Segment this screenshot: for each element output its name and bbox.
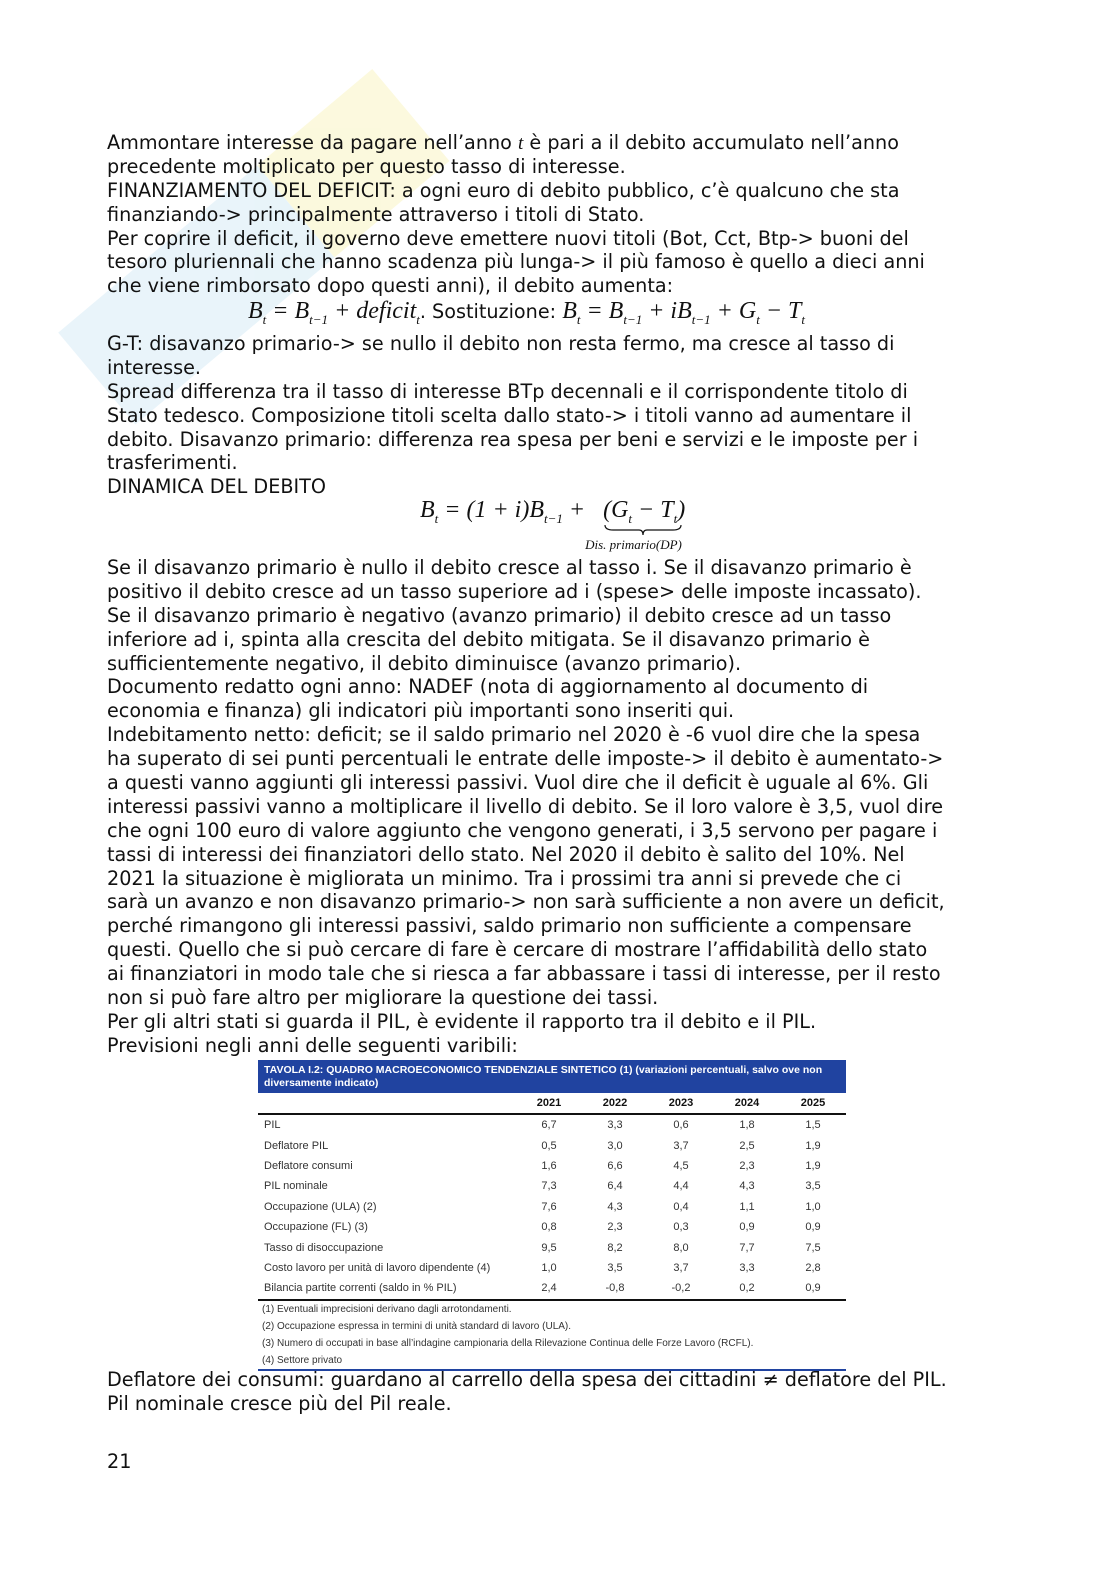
text-line: Indebitamento netto: deficit; se il saldo primario nel 2020 è -6 vuol dire che la spesa <box>107 723 921 747</box>
cell-value: 1,0 <box>805 1200 821 1213</box>
text-line: 2021 la situazione è migliorata un minimo. Tra i prossimi tra anni si prevede che ci <box>107 866 902 890</box>
text-line: Previsioni negli anni delle seguenti varibili: <box>107 1033 518 1057</box>
text-line: trasferimenti. <box>107 451 238 475</box>
cell-value: 3,3 <box>739 1261 755 1274</box>
footnote: (2) Occupazione espressa in termini di unità standard di lavoro (ULA). <box>262 1320 572 1332</box>
text-line <box>107 155 1027 179</box>
debt-formula: $B_t = B_{t-1}$ + deficit$_t$. Sostituzione: $B_t = B_{t-1} + iB_{t-1} + G_t - T_t$ <box>248 298 805 327</box>
cell-value: 2,8 <box>805 1261 821 1274</box>
text-line: interessi passivi vanno a moltiplicare il livello di debito. Se il loro valore è 3,5, vuol dire <box>107 794 943 818</box>
table-row <box>258 1197 846 1217</box>
text-line <box>107 227 1027 251</box>
text-span: Per coprire il deficit, il governo deve emettere nuovi titoli (Bot, Cct, Btp-> buoni del <box>107 226 909 250</box>
cell-value: 2,5 <box>739 1139 755 1152</box>
text-line: perché rimangono gli interessi passivi, saldo primario non sufficiente a compensare <box>107 914 912 938</box>
cell-value: 1,6 <box>541 1159 557 1172</box>
text-span: t <box>517 133 524 154</box>
cell-value: 0,8 <box>541 1221 557 1234</box>
text-line: interesse. <box>107 355 201 379</box>
footnote: (4) Settore privato <box>262 1354 343 1366</box>
text-line <box>107 131 1027 155</box>
text-line: Documento redatto ogni anno: NADEF (nota di aggiornamento al documento di <box>107 675 869 699</box>
text-line: Se il disavanzo primario è nullo il debito cresce al tasso i. Se il disavanzo primario è <box>107 556 912 579</box>
cell-value: 3,3 <box>607 1119 623 1132</box>
table-row <box>258 1156 846 1176</box>
cell-value: 7,6 <box>541 1200 557 1213</box>
text-span: finanziando-> principalmente attraverso i titoli di Stato. <box>107 202 645 226</box>
row-label: Deflatore PIL <box>264 1139 329 1152</box>
row-label: Bilancia partite correnti (saldo in % PIL) <box>258 1278 516 1299</box>
cell-value: 3,7 <box>673 1139 689 1152</box>
text-line: ai finanziatori in modo tale che si riesca a far abbassare i tassi di interesse, per il resto <box>107 962 941 986</box>
text-line: Per gli altri stati si guarda il PIL, è evidente il rapporto tra il debito e il PIL. <box>107 1009 817 1033</box>
cell-value: 3,0 <box>607 1139 623 1152</box>
text-span: tesoro pluriennali che hanno scadenza più lunga-> il più famoso è quello a dieci anni <box>107 250 925 274</box>
cell-value: 4,3 <box>607 1200 623 1213</box>
paragraph-block <box>107 556 1027 1058</box>
text-line: economia e finanza) gli indicatori più importanti sono inseriti qui. <box>107 699 735 723</box>
cell-value: 0,9 <box>805 1221 821 1234</box>
text-line: Se il disavanzo primario è negativo (avanzo primario) il debito cresce ad un tasso <box>107 603 892 627</box>
text-line: Deflatore dei consumi: guardano al carrello della spesa dei cittadini ≠ deflatore del PIL. <box>107 1368 947 1391</box>
cell-value: 6,4 <box>607 1180 623 1193</box>
cell-value: 4,5 <box>673 1159 689 1172</box>
text-line <box>107 250 1027 274</box>
table-row <box>258 1258 846 1278</box>
text-line: tassi di interessi dei finanziatori dello stato. Nel 2020 il debito è salito del 10%. Nel <box>107 842 905 866</box>
text-line: non si può fare altro per migliorare la questione dei tassi. <box>107 986 659 1010</box>
table-title: TAVOLA I.2: QUADRO MACROECONOMICO TENDENZIALE SINTETICO (1) (variazioni percentuali, salvo ove non diversamente indicato) <box>258 1060 846 1093</box>
row-label: Occupazione (FL) (3) <box>264 1221 368 1234</box>
year-header: 2025 <box>780 1093 846 1114</box>
paragraph-block <box>107 332 1027 499</box>
cell-value: 3,7 <box>673 1261 689 1274</box>
text-line: positivo il debito cresce ad un tasso superiore ad i (spese> delle imposte incassato). <box>107 579 922 603</box>
text-line: sarà un avanzo e non disavanzo primario-> non sarà sufficiente a non avere un deficit, <box>107 890 945 914</box>
cell-value: 1,5 <box>805 1119 821 1132</box>
cell-value: 0,3 <box>673 1221 689 1234</box>
cell-value: 6,6 <box>607 1159 623 1172</box>
macro-table <box>258 1060 846 1371</box>
row-label: Costo lavoro per unità di lavoro dipendente (4) <box>264 1261 491 1274</box>
text-line: DINAMICA DEL DEBITO <box>107 475 326 499</box>
cell-value: 0,4 <box>673 1200 689 1213</box>
cell-value: 0,6 <box>673 1119 689 1132</box>
cell-value: 3,5 <box>805 1180 821 1193</box>
text-line: a questi vanno aggiunti gli interessi passivi. Vuol dire che il deficit è uguale al 6%. Gli <box>107 771 929 795</box>
text-line: G-T: disavanzo primario-> se nullo il debito non resta fermo, ma cresce al tasso di <box>107 332 895 355</box>
footnote: (1) Eventuali imprecisioni derivano dagli arrotondamenti. <box>262 1303 512 1315</box>
row-label: Tasso di disoccupazione <box>264 1241 384 1254</box>
cell-value: 1,9 <box>805 1159 821 1172</box>
text-line: Spread differenza tra il tasso di interesse BTp decennali e il corrispondente titolo di <box>107 379 908 403</box>
table-row <box>258 1217 846 1237</box>
text-line <box>107 274 1027 298</box>
year-header: 2023 <box>648 1093 714 1114</box>
cell-value: 0,9 <box>780 1278 846 1299</box>
row-label: PIL <box>264 1119 281 1132</box>
footnote: (3) Numero di occupati in base all’indagine campionaria della Rilevazione Continua delle Forze Lavoro (RCFL). <box>262 1337 754 1349</box>
row-label: Occupazione (ULA) (2) <box>264 1200 377 1213</box>
cell-value: 9,5 <box>541 1241 557 1254</box>
cell-value: 0,9 <box>739 1221 755 1234</box>
text-span: precedente moltiplicato per questo tasso di interesse. <box>107 154 626 178</box>
cell-value: 1,8 <box>739 1119 755 1132</box>
cell-value: 8,0 <box>673 1241 689 1254</box>
year-header: 2021 <box>516 1093 582 1114</box>
text-line: Pil nominale cresce più del Pil reale. <box>107 1391 452 1415</box>
table-row <box>258 1176 846 1196</box>
text-line: che ogni 100 euro di valore aggiunto che vengono generati, i 3,5 servono per pagare i <box>107 818 938 842</box>
text-line: Stato tedesco. Composizione titoli scelta dallo stato-> i titoli vanno ad aumentare il <box>107 403 912 427</box>
cell-value: 3,5 <box>607 1261 623 1274</box>
table-row <box>258 1114 846 1135</box>
cell-value: 2,3 <box>607 1221 623 1234</box>
cell-value: 0,2 <box>714 1278 780 1299</box>
cell-value: 0,5 <box>541 1139 557 1152</box>
row-label: PIL nominale <box>264 1180 328 1193</box>
cell-value: 6,7 <box>541 1119 557 1132</box>
text-line <box>107 203 1027 227</box>
cell-value: 4,3 <box>739 1180 755 1193</box>
table-row <box>258 1278 846 1299</box>
year-header: 2024 <box>714 1093 780 1114</box>
page-number: 21 <box>107 1450 132 1473</box>
underbrace-icon <box>603 523 683 537</box>
text-line: questi. Quello che si può cercare di fare è cercare di mostrare l’affidabilità dello stato <box>107 938 928 962</box>
paragraph-block <box>107 131 1027 298</box>
text-line <box>107 179 1027 203</box>
text-span: FINANZIAMENTO DEL DEFICIT: a ogni euro di debito pubblico, c’è qualcuno che sta <box>107 178 900 202</box>
year-header: 2022 <box>582 1093 648 1114</box>
cell-value: 8,2 <box>607 1241 623 1254</box>
text-span: che viene rimborsato dopo questi anni), il debito aumenta: <box>107 274 674 298</box>
cell-value: -0,8 <box>582 1278 648 1299</box>
cell-value: 1,9 <box>805 1139 821 1152</box>
text-span: è pari a il debito accumulato nell’anno <box>523 131 899 154</box>
row-label: Deflatore consumi <box>264 1159 353 1172</box>
cell-value: 7,3 <box>541 1180 557 1193</box>
table-notes <box>258 1301 846 1371</box>
text-span: Ammontare interesse da pagare nell’anno <box>107 131 518 154</box>
debt-dynamics-formula: $B_t = (1 + i)B_{t-1} + (G_t - T_t)$ Dis. primario(DP) <box>420 497 686 552</box>
paragraph-block <box>107 1368 1027 1416</box>
cell-value: 7,7 <box>739 1241 755 1254</box>
cell-value: 1,1 <box>739 1200 755 1213</box>
text-line: inferiore ad i, spinta alla crescita del debito mitigata. Se il disavanzo primario è <box>107 627 870 651</box>
table-row <box>258 1135 846 1155</box>
cell-value: 4,4 <box>673 1180 689 1193</box>
cell-value: 7,5 <box>805 1241 821 1254</box>
text-line: debito. Disavanzo primario: differenza rea spesa per beni e servizi e le imposte per i <box>107 427 919 451</box>
cell-value: -0,2 <box>648 1278 714 1299</box>
table-row <box>258 1237 846 1257</box>
cell-value: 1,0 <box>541 1261 557 1274</box>
cell-value: 2,4 <box>516 1278 582 1299</box>
text-line: sufficientemente negativo, il debito diminuisce (avanzo primario). <box>107 651 742 675</box>
text-line: ha superato di sei punti percentuali le entrate delle imposte-> il debito è aumentato-> <box>107 747 944 771</box>
cell-value: 2,3 <box>739 1159 755 1172</box>
